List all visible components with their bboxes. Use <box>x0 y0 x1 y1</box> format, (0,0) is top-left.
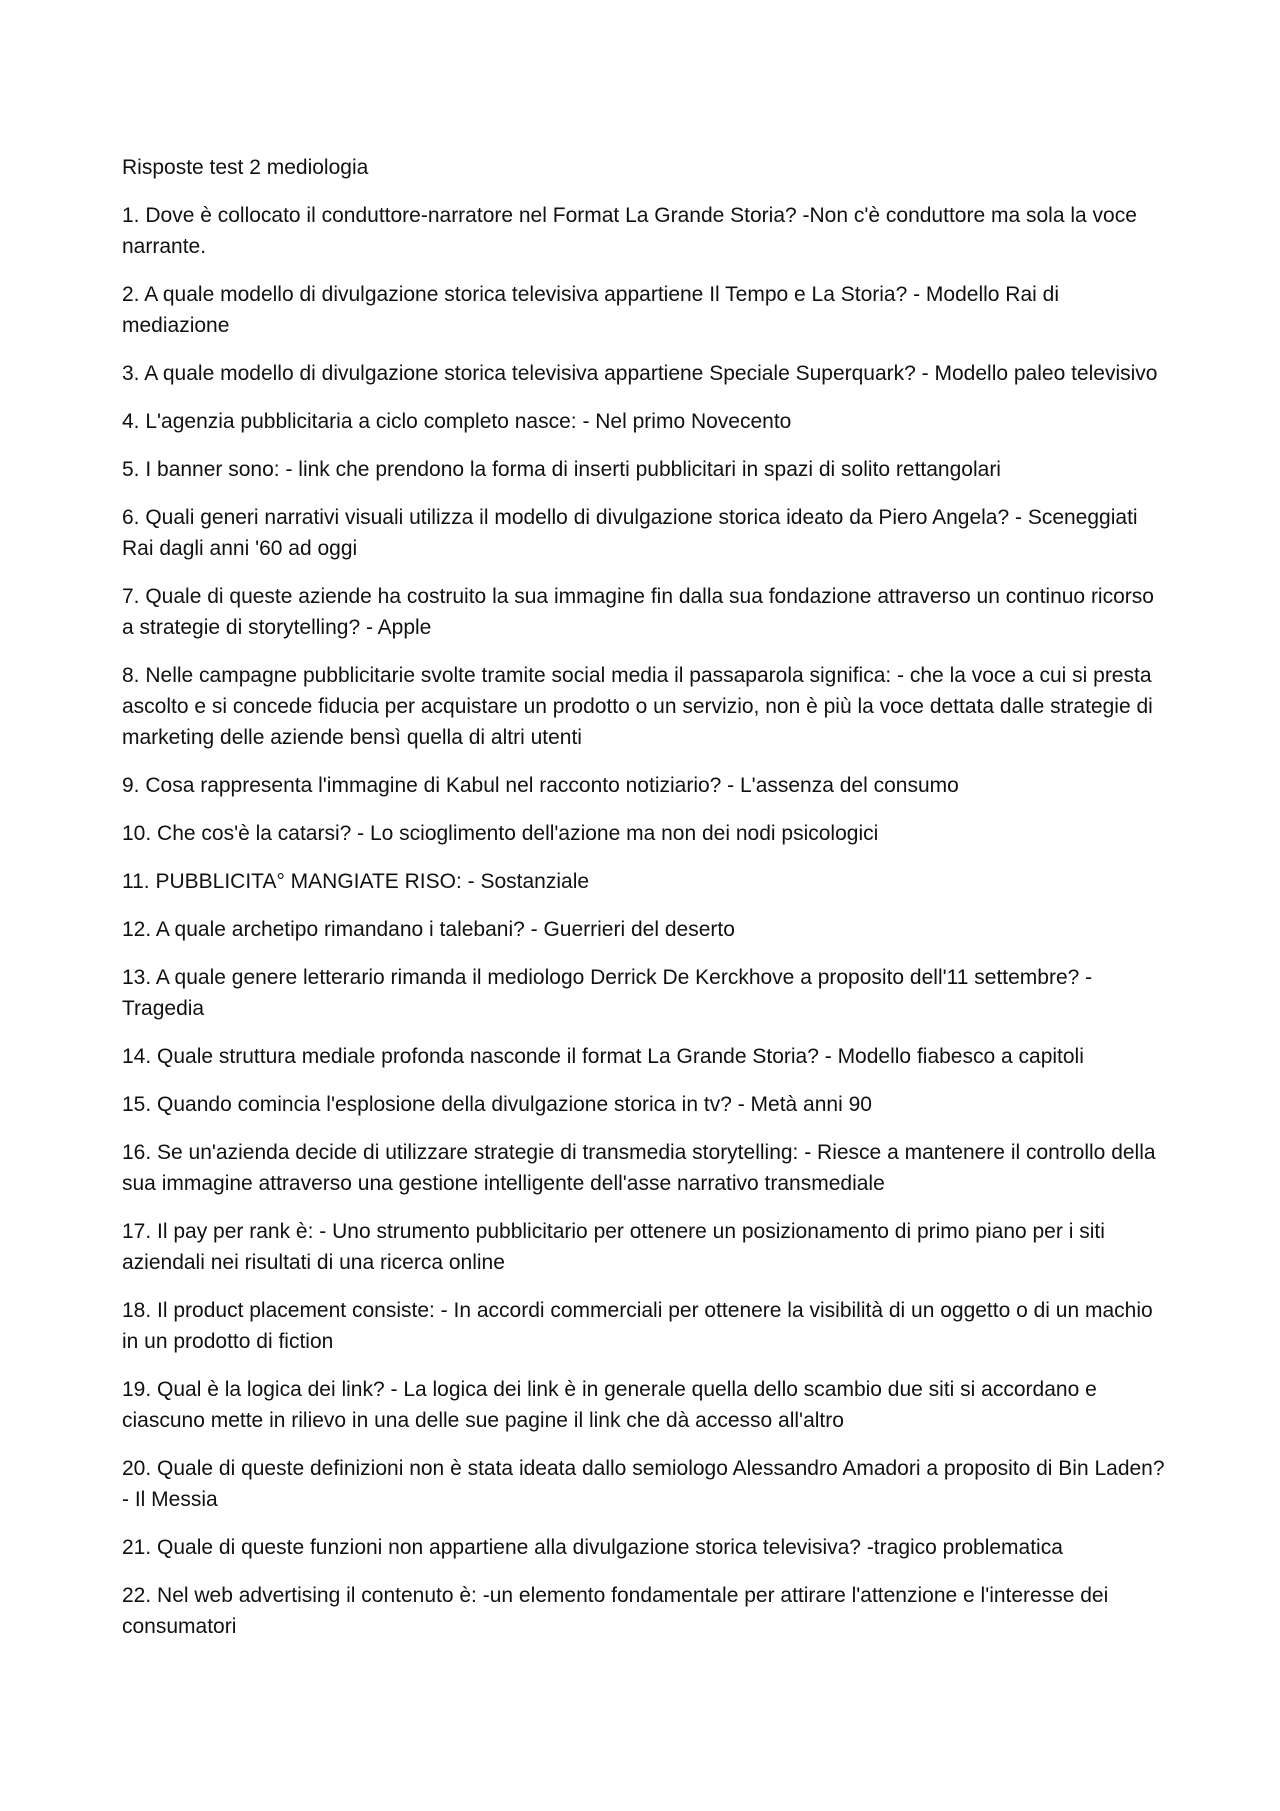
qa-item: 3. A quale modello di divulgazione storica televisiva appartiene Speciale Superquark? - Modello paleo televisivo <box>122 362 1158 385</box>
document-title: Risposte test 2 mediologia <box>122 156 369 179</box>
qa-item: 22. Nel web advertising il contenuto è: -un elemento fondamentale per attirare l'attenzione e l'interesse dei consumatori <box>122 1584 1109 1638</box>
qa-item: 2. A quale modello di divulgazione storica televisiva appartiene Il Tempo e La Storia? - Modello Rai di mediazione <box>122 283 1059 337</box>
qa-item: 6. Quali generi narrativi visuali utilizza il modello di divulgazione storica ideato da Piero Angela? - Sceneggiati Rai dagli anni '60 ad oggi <box>122 506 1138 560</box>
qa-item: 11. PUBBLICITA° MANGIATE RISO: - Sostanziale <box>122 870 590 893</box>
qa-item: 8. Nelle campagne pubblicitarie svolte tramite social media il passaparola significa: - che la voce a cui si presta ascolto e si concede fiducia per acquistare un prodotto o un servizio, non è più la voce dettata dalle strategie di marketing delle aziende bensì quella di altri utenti <box>122 664 1153 749</box>
qa-item: 16. Se un'azienda decide di utilizzare strategie di transmedia storytelling: - Riesce a mantenere il controllo della sua immagine attraverso una gestione intelligente dell'asse narrativo transmediale <box>122 1141 1156 1195</box>
qa-item: 17. Il pay per rank è: - Uno strumento pubblicitario per ottenere un posizionamento di primo piano per i siti aziendali nei risultati di una ricerca online <box>122 1220 1105 1274</box>
qa-item: 21. Quale di queste funzioni non appartiene alla divulgazione storica televisiva? -tragico problematica <box>122 1536 1063 1559</box>
qa-item: 20. Quale di queste definizioni non è stata ideata dallo semiologo Alessandro Amadori a proposito di Bin Laden? - Il Messia <box>122 1457 1165 1511</box>
document-body <box>122 152 1167 1659</box>
qa-item: 14. Quale struttura mediale profonda nasconde il format La Grande Storia? - Modello fiabesco a capitoli <box>122 1045 1084 1068</box>
qa-item: 4. L'agenzia pubblicitaria a ciclo completo nasce: - Nel primo Novecento <box>122 410 792 433</box>
qa-item: 1. Dove è collocato il conduttore-narratore nel Format La Grande Storia? -Non c'è conduttore ma sola la voce narrante. <box>122 204 1137 258</box>
qa-item: 12. A quale archetipo rimandano i talebani? - Guerrieri del deserto <box>122 918 735 941</box>
qa-item: 13. A quale genere letterario rimanda il mediologo Derrick De Kerckhove a proposito dell'11 settembre? - Tragedia <box>122 966 1093 1020</box>
qa-item: 18. Il product placement consiste: - In accordi commerciali per ottenere la visibilità di un oggetto o di un machio in un prodotto di fiction <box>122 1299 1153 1353</box>
qa-item: 5. I banner sono: - link che prendono la forma di inserti pubblicitari in spazi di solito rettangolari <box>122 458 1001 481</box>
qa-item: 19. Qual è la logica dei link? - La logica dei link è in generale quella dello scambio due siti si accordano e ciascuno mette in rilievo in una delle sue pagine il link che dà accesso all'altro <box>122 1378 1097 1432</box>
qa-item: 10. Che cos'è la catarsi? - Lo scioglimento dell'azione ma non dei nodi psicologici <box>122 822 879 845</box>
qa-item: 9. Cosa rappresenta l'immagine di Kabul nel racconto notiziario? - L'assenza del consumo <box>122 774 959 797</box>
qa-item: 15. Quando comincia l'esplosione della divulgazione storica in tv? - Metà anni 90 <box>122 1093 872 1116</box>
qa-item: 7. Quale di queste aziende ha costruito la sua immagine fin dalla sua fondazione attraverso un continuo ricorso a strategie di storytelling? - Apple <box>122 585 1154 639</box>
